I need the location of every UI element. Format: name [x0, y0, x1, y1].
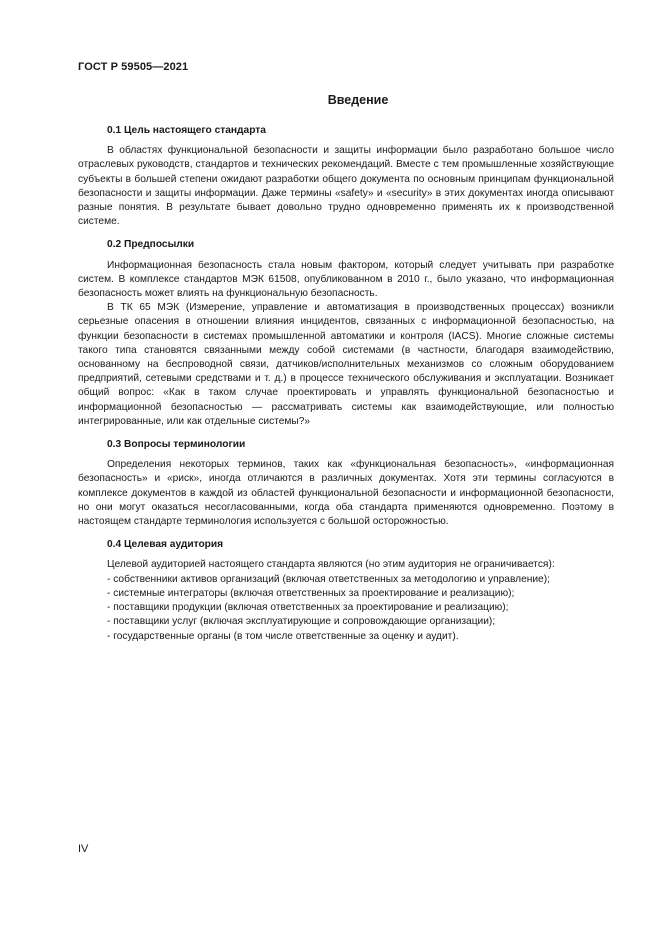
section-audience: [78, 538, 614, 643]
page-number: IV: [78, 843, 89, 855]
paragraph: Определения некоторых терминов, таких как «функциональная безопасность», «информационная безопасность» и «риск», иногда отличаются в различных документах. Хотя эти термины согласуются в комплексе документов в каждой из областей функциональной безопасности и информационной безопасности, но они могут оказаться несогласованными, когда оба стандарта применяются одновременно. Поэтому в настоящем стандарте терминология используется с большой осторожностью.: [78, 459, 614, 528]
section-heading: 0.3 Вопросы терминологии: [107, 439, 246, 451]
document-body: [78, 124, 614, 653]
section-heading: 0.1 Цель настоящего стандарта: [107, 125, 266, 136]
paragraph: В областях функциональной безопасности и защиты информации было разработано большое число отраслевых руководств, стандартов и технических рекомендаций. Вместе с тем промышленные хозяйствующие субъекты в большей степени ожидают разработки общего документа по основным принципам функциональной безопасности и защиты информации. Даже термины «safety» и «security» в этих документах иногда описывают разные понятия. В результате бывает довольно трудно одновременно применять их к производственной системе.: [78, 145, 614, 228]
section-purpose: [78, 124, 614, 229]
section-heading: 0.4 Целевая аудитория: [107, 539, 224, 551]
list-item: - поставщики услуг (включая эксплуатирующие и сопровождающие организации);: [107, 616, 496, 628]
list-item: - государственные органы (в том числе ответственные за оценку и аудит).: [107, 630, 459, 642]
paragraph: Информационная безопасность стала новым фактором, который следует учитывать при разработке систем. В комплексе стандартов МЭК 61508, опубликованном в 2010 г., было указано, что информационная безопасность может влиять на функциональную безопасность.: [78, 259, 614, 300]
section-terminology: [78, 438, 614, 529]
section-background: [78, 238, 614, 429]
document-standard-header: ГОСТ Р 59505—2021: [78, 61, 189, 73]
paragraph: В ТК 65 МЭК (Измерение, управление и автоматизация в производственных процессах) возникли серьезные опасения в отношении влияния инцидентов, связанных с информационной безопасностью, на функции безопасности в системах промышленной автоматики и контроля (IACS). Многие сложные системы такого типа становятся связанными между собой системами (в частности, благодаря взаимодействию, основанному на беспроводной связи, датчиков/исполнительных механизмов со сложным оборудованием предприятий, сетевыми средствами и т. д.) в процессе технического обслуживания и эксплуатации. Возникает общий вопрос: «Как в таком случае проектировать и управлять функциональной безопасностью и информационной безопасностью — рассматривать системы как взаимодействующие, или полностью интегрированные, или как отдельные системы?»: [78, 302, 614, 427]
section-heading: 0.2 Предпосылки: [107, 239, 195, 251]
list-item: - собственники активов организаций (включая ответственных за методологию и управление);: [107, 573, 550, 585]
list-item: - системные интеграторы (включая ответственных за проектирование и реализацию);: [107, 587, 515, 599]
list-intro: Целевой аудиторией настоящего стандарта являются (но этим аудитория не ограничивается):: [107, 559, 555, 571]
page-title: Введение: [327, 93, 389, 107]
list-item: - поставщики продукции (включая ответственных за проектирование и реализацию);: [107, 602, 509, 614]
